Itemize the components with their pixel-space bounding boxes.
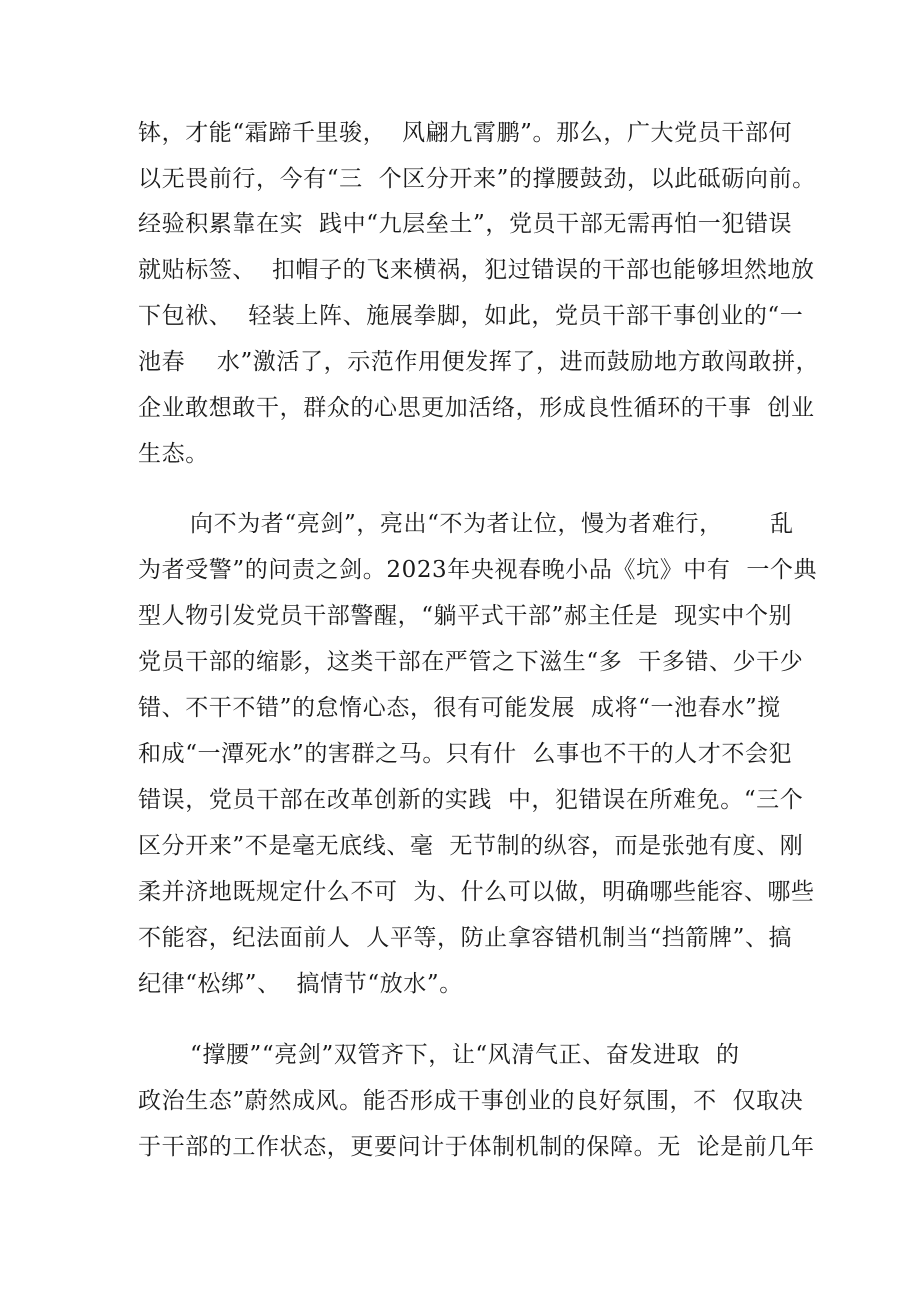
text-line: 错、不干不错”的怠惰心态，很有可能发展 成将“一池春水”搅 <box>138 695 781 721</box>
text-line: 和成“一潭死水”的害群之马。只有什 么事也不干的人才不会犯 <box>138 741 793 767</box>
text-line: 下包袱、 轻装上阵、施展拳脚，如此，党员干部干事创业的“一 <box>138 303 804 329</box>
text-line: 党员干部的缩影，这类干部在严管之下滋生“多 干多错、少干少 <box>138 649 804 675</box>
paragraph-first-line: 向不为者“亮剑”，亮出“不为者让位，慢为者难行， 乱 <box>190 511 794 537</box>
text-line: 生态。 <box>138 441 209 467</box>
text-line: 于干部的工作状态，更要问计于体制机制的保障。无 论是前几年 <box>138 1134 815 1160</box>
text-line: 就贴标签、 扣帽子的飞来横祸，犯过错误的干部也能够坦然地放 <box>138 257 815 283</box>
text-line: 柔并济地既规定什么不可 为、什么可以做，明确哪些能容、哪些 <box>138 879 815 905</box>
text-line: 池春 水”激活了，示范作用便发挥了，进而鼓励地方敢闯敢拼， <box>138 349 820 375</box>
text-line: 区分开来”不是毫无底线、毫 无节制的纵容，而是张弛有度、刚 <box>138 833 804 859</box>
text-line: 企业敢想敢干，群众的心思更加活络，形成良性循环的干事 创业 <box>138 395 815 421</box>
text-line: 型人物引发党员干部警醒，“躺平式干部”郝主任是 现实中个别 <box>138 603 793 629</box>
text-line: 不能容，纪法面前人 人平等，防止拿容错机制当“挡箭牌”、搞 <box>138 925 793 951</box>
text-line: 错误，党员干部在改革创新的实践 中，犯错误在所难免。“三个 <box>138 787 804 813</box>
text-line: 纪律“松绑”、 搞情节“放水”。 <box>138 971 463 997</box>
text-line: 经验积累靠在实 践中“九层垒土”，党员干部无需再怕一犯错误 <box>138 211 793 237</box>
paragraph-first-line: “撑腰”“亮剑”双管齐下，让“风清气正、奋发进取 的 <box>190 1042 740 1068</box>
text-line: 为者受警”的问责之剑。2023年央视春晚小品《坑》中有 一个典 <box>138 557 818 583</box>
text-line: 以无畏前行，今有“三 个区分开来”的撑腰鼓劲，以此砥砺向前。 <box>138 166 816 192</box>
text-line: 钵，才能“霜蹄千里骏， 风翩九霄鹏”。那么，广大党员干部何 <box>138 120 793 146</box>
text-line: 政治生态”蔚然成风。能否形成干事创业的良好氛围，不 仅取决 <box>138 1088 804 1114</box>
